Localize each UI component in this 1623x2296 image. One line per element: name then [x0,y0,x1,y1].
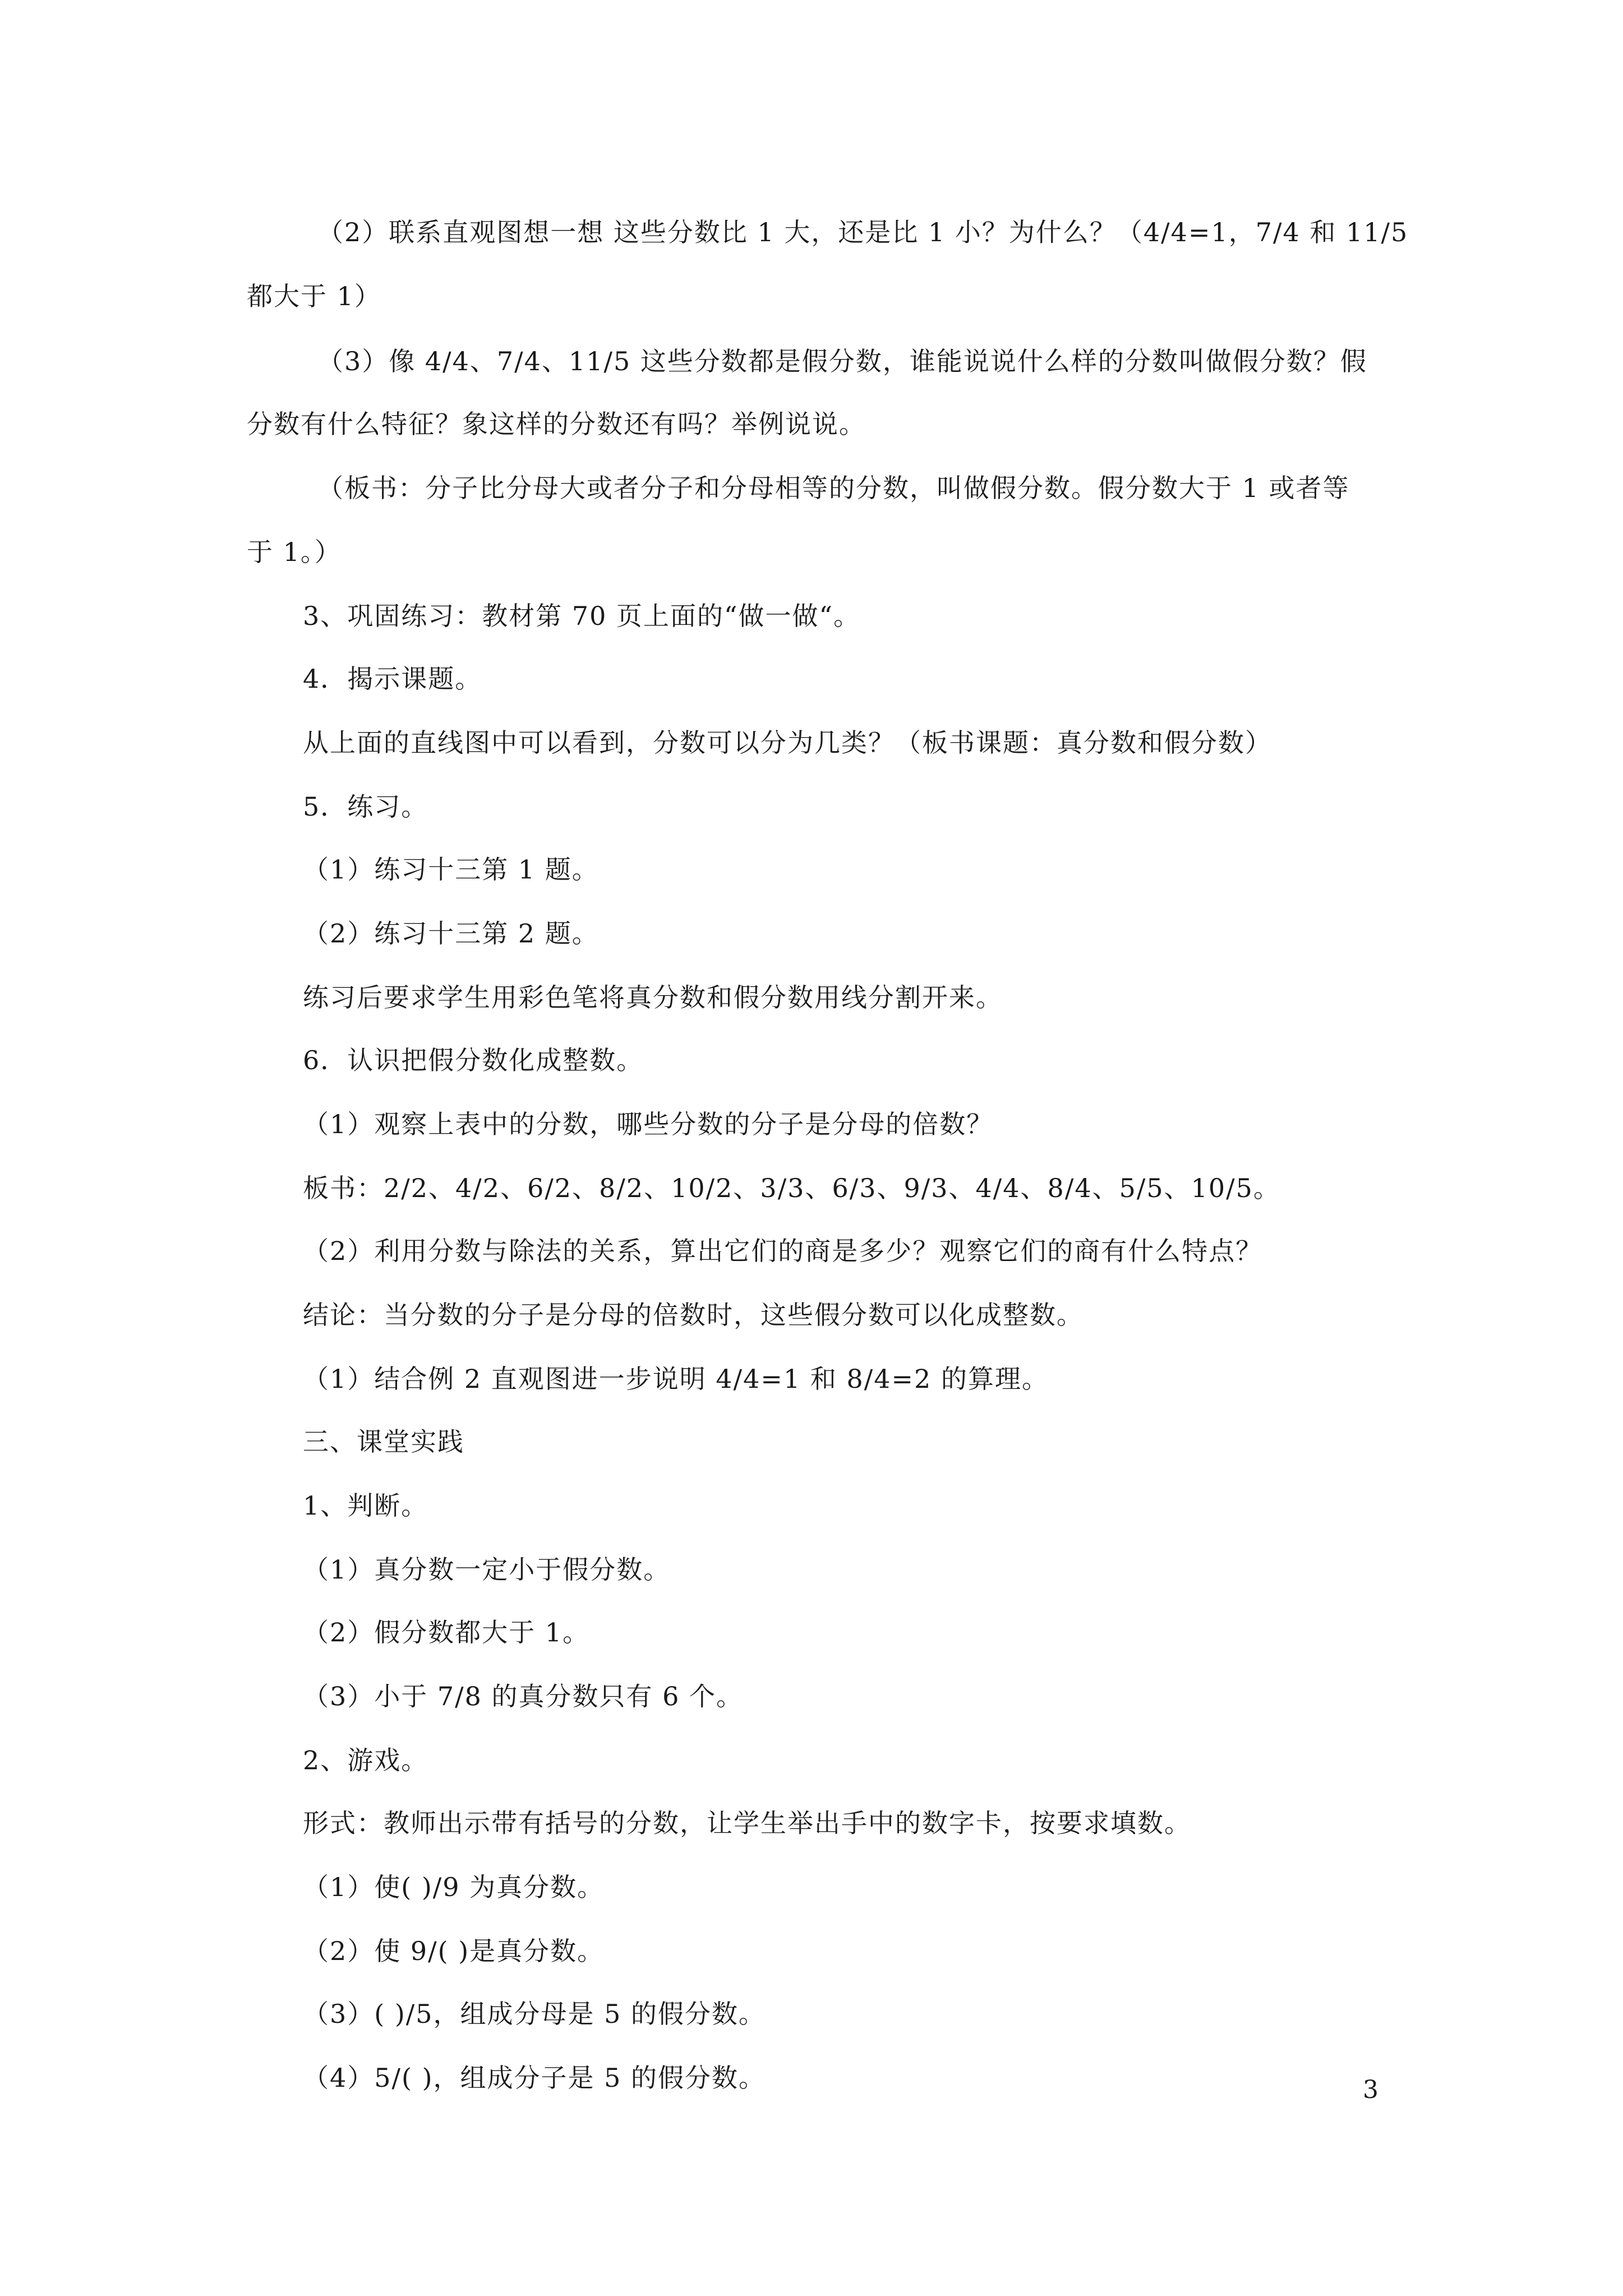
paragraph-line: （1）结合例 2 直观图进一步说明 4/4=1 和 8/4=2 的算理。 [303,1364,1049,1394]
paragraph-line: 于 1。） [247,537,342,567]
paragraph-line: 结论：当分数的分子是分母的倍数时，这些假分数可以化成整数。 [303,1300,1083,1330]
paragraph-line: 练习后要求学生用彩色笔将真分数和假分数用线分割开来。 [303,982,1003,1013]
paragraph-line: 三、课堂实践 [303,1427,464,1457]
page-number: 3 [1363,2076,1378,2104]
paragraph-line: 2、游戏。 [303,1745,428,1775]
paragraph-line: 5．练习。 [303,792,428,822]
paragraph-line: 4．揭示课题。 [303,664,482,694]
paragraph-line: （2）利用分数与除法的关系，算出它们的商是多少？观察它们的商有什么特点？ [303,1236,1263,1266]
paragraph-line: 都大于 1） [247,281,381,311]
paragraph-line: 6．认识把假分数化成整数。 [303,1045,644,1075]
paragraph-line: 1、判断。 [303,1490,428,1521]
paragraph-line: （1）使( )/9 为真分数。 [303,1872,605,1902]
paragraph-line: （板书：分子比分母大或者分子和分母相等的分数，叫做假分数。假分数大于 1 或者等 [317,473,1350,503]
paragraph-line: （2）使 9/( )是真分数。 [303,1936,605,1966]
paragraph-line: 形式：教师出示带有括号的分数，让学生举出手中的数字卡，按要求填数。 [303,1808,1191,1838]
paragraph-line: （2）联系直观图想一想 这些分数比 1 大，还是比 1 小？为什么？（4/4=1，7/4 和 11/5 [317,217,1409,247]
paragraph-line: （3）( )/5，组成分母是 5 的假分数。 [303,1999,766,2029]
paragraph-line: （2）练习十三第 2 题。 [303,918,599,949]
paragraph-line: （3）小于 7/8 的真分数只有 6 个。 [303,1681,744,1711]
paragraph-line: 从上面的直线图中可以看到，分数可以分为几类？（板书课题：真分数和假分数） [303,728,1272,758]
paragraph-line: （1）观察上表中的分数，哪些分数的分子是分母的倍数？ [303,1109,994,1139]
paragraph-line: （1）练习十三第 1 题。 [303,854,599,885]
paragraph-line: （3）像 4/4、7/4、11/5 这些分数都是假分数，谁能说说什么样的分数叫做假分数？假 [317,346,1367,376]
paragraph-line: （4）5/( )，组成分子是 5 的假分数。 [303,2063,766,2093]
paragraph-line: （2）假分数都大于 1。 [303,1617,590,1648]
paragraph-line: 板书：2/2、4/2、6/2、8/2、10/2、3/3、6/3、9/3、4/4、8/4、5/5、10/5。 [303,1173,1280,1203]
paragraph-line: 3、巩固练习：教材第 70 页上面的“做一做“。 [303,601,861,631]
paragraph-line: 分数有什么特征？象这样的分数还有吗？举例说说。 [247,409,866,439]
paragraph-line: （1）真分数一定小于假分数。 [303,1554,671,1585]
